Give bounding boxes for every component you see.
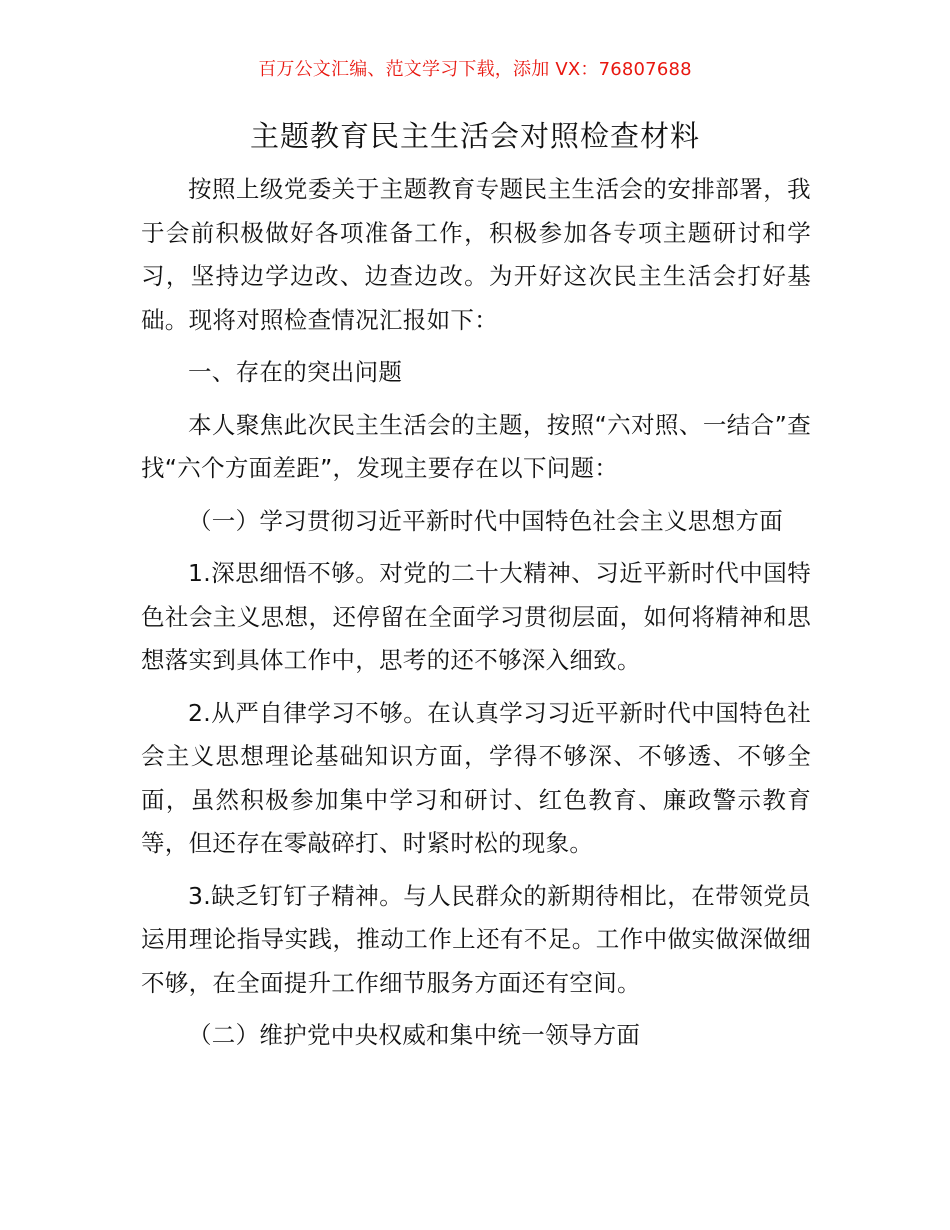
- header-watermark-note: 百万公文汇编、范文学习下载，添加 VX：76807688: [258, 59, 692, 80]
- document-body: [141, 168, 811, 1067]
- subsection-heading-1: （一）学习贯彻习近平新时代中国特色社会主义思想方面: [188, 506, 783, 535]
- subsection-heading-2: （二）维护党中央权威和集中统一领导方面: [188, 1021, 641, 1049]
- document-title: 主题教育民主生活会对照检查材料: [249, 119, 700, 153]
- intro-paragraph: 按照上级党委关于主题教育专题民主生活会的安排部署，我于会前积极做好各项准备工作，积极参加各专项主题研讨和学习，坚持边学边改、边查边改。为开好这次民主生活会打好基础。现将对照检查情况汇报如下：: [141, 175, 811, 334]
- section-intro-paragraph: 本人聚焦此次民主生活会的主题，按照“六对照、一结合”查找“六个方面差距”，发现主要存在以下问题：: [141, 410, 811, 482]
- issue-paragraph-2: 2.从严自律学习不够。在认真学习习近平新时代中国特色社会主义思想理论基础知识方面，学得不够深、不够透、不够全面，虽然积极参加集中学习和研讨、红色教育、廉政警示教育等，但还存在零敲碎打、时紧时松的现象。: [141, 698, 811, 857]
- issue-paragraph-1: 1.深思细悟不够。对党的二十大精神、习近平新时代中国特色社会主义思想，还停留在全面学习贯彻层面，如何将精神和思想落实到具体工作中，思考的还不够深入细致。: [141, 559, 811, 674]
- issue-paragraph-3: 3.缺乏钉钉子精神。与人民群众的新期待相比，在带领党员运用理论指导实践，推动工作上还有不足。工作中做实做深做细不够，在全面提升工作细节服务方面还有空间。: [141, 881, 811, 997]
- section-heading-1: 一、存在的突出问题: [188, 358, 403, 386]
